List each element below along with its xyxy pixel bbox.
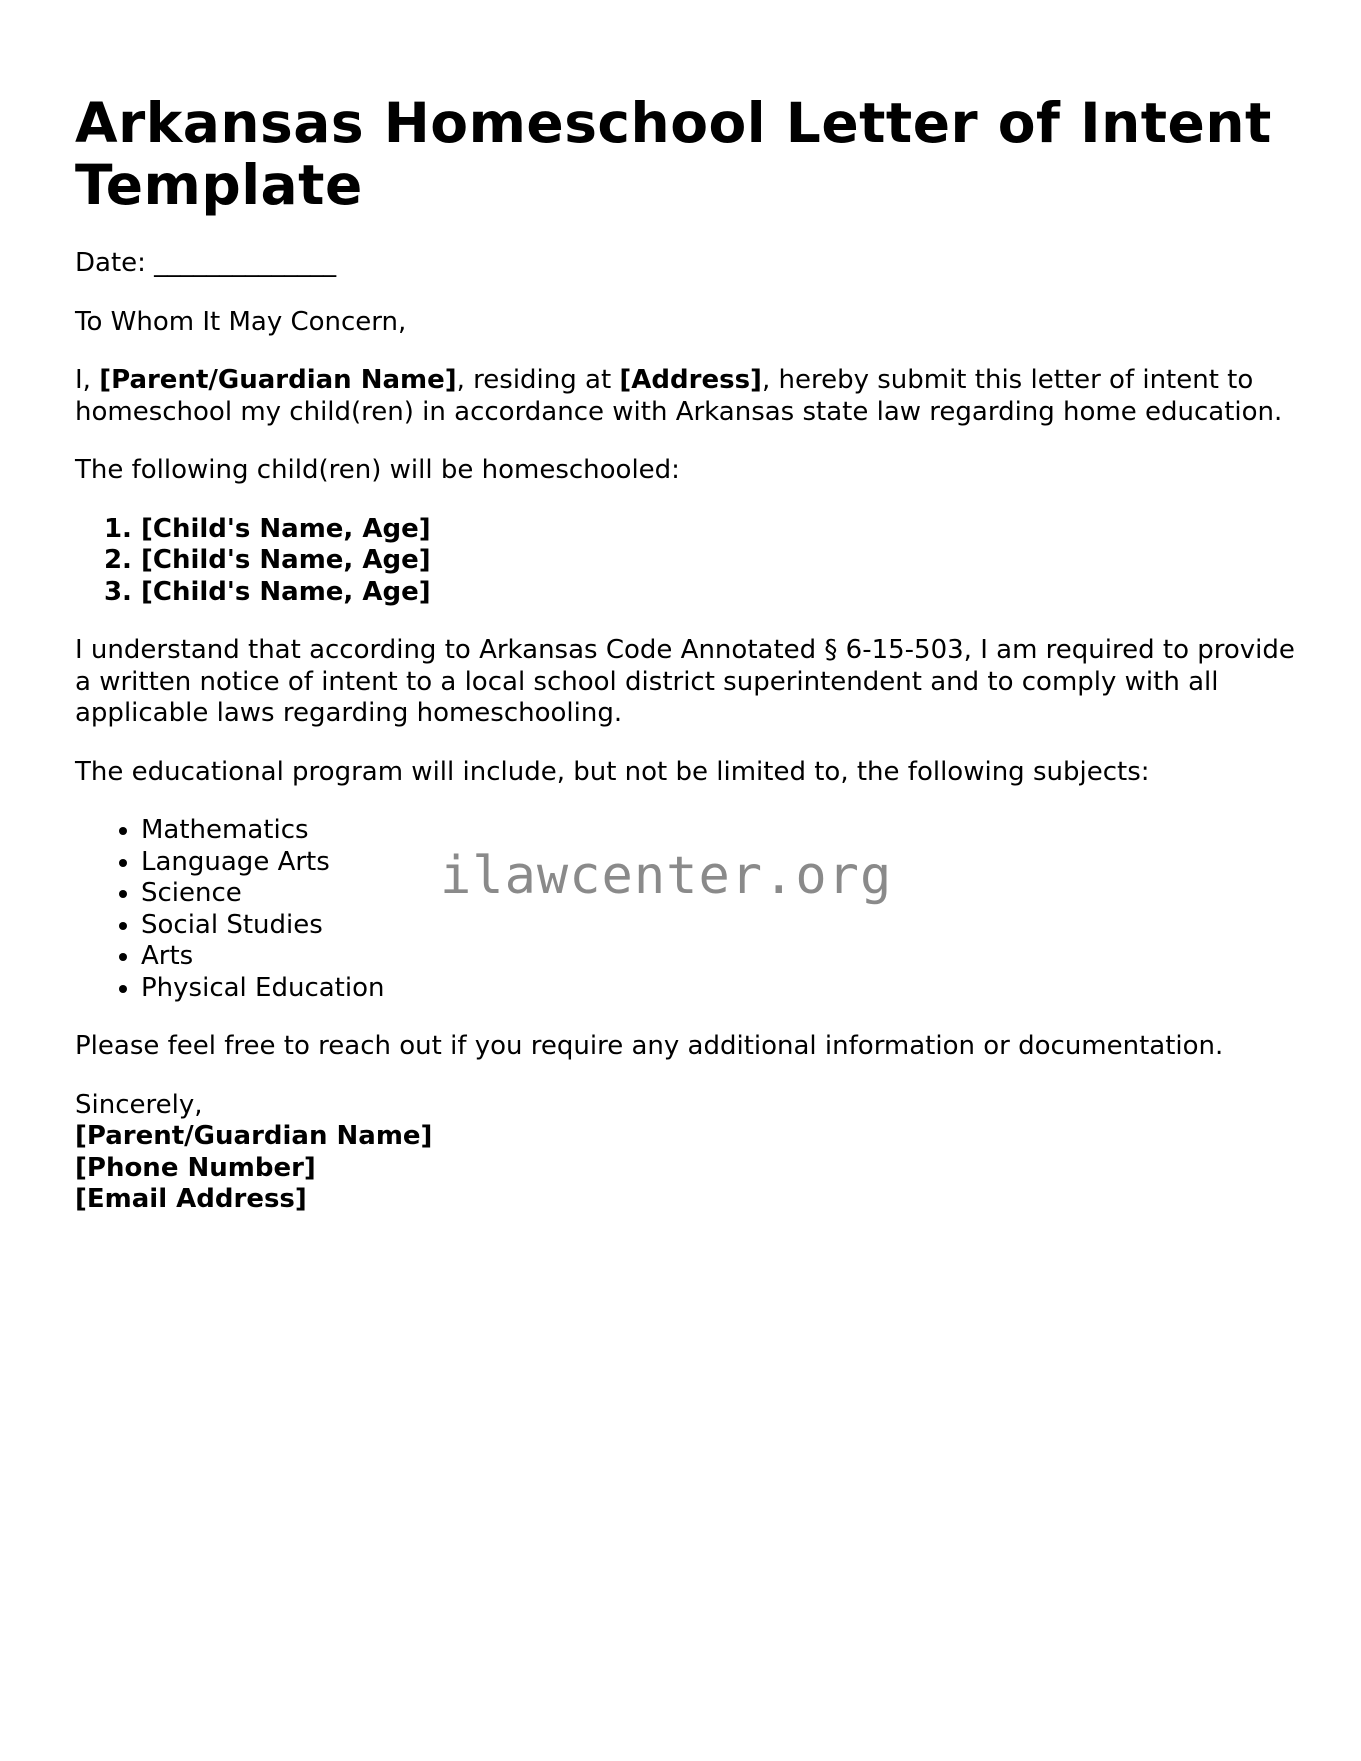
law-paragraph: I understand that according to Arkansas Code Annotated § 6-15-503, I am required to provide a written notice of intent to a local school district superintendent and to comply with all applicable laws regarding homeschooling.	[75, 635, 1295, 728]
program-intro: The educational program will include, but not be limited to, the following subjects:	[75, 756, 1150, 787]
intro-suffix: , hereby submit this letter of intent to homeschool my child(ren) in accordance with Arkansas state law regarding home education.	[75, 365, 1283, 427]
date-blank: ______________	[154, 248, 337, 278]
signature-block	[75, 1090, 1305, 1216]
subject-item: • Physical Education	[141, 973, 1305, 1005]
page-title: Arkansas Homeschool Letter of Intent Template	[75, 91, 1272, 217]
intro-prefix: I,	[75, 365, 100, 395]
letter-document	[75, 92, 1305, 1216]
date-line	[75, 248, 1305, 280]
children-list	[75, 514, 1305, 609]
greeting: To Whom It May Concern,	[75, 306, 407, 337]
subject-item: • Mathematics	[141, 815, 1305, 847]
signoff: Sincerely,	[75, 1089, 203, 1120]
children-intro: The following child(ren) will be homeschooled:	[75, 455, 680, 485]
child-item: 2. [Child's Name, Age]	[141, 545, 1305, 577]
signature-name: [Parent/Guardian Name]	[75, 1121, 433, 1151]
subject-item: • Social Studies	[141, 910, 1305, 942]
date-label: Date:	[75, 248, 146, 278]
closing-paragraph: Please feel free to reach out if you require any additional information or documentation.	[75, 1031, 1224, 1061]
watermark: ilawcenter.org	[440, 846, 893, 906]
child-item: 3. [Child's Name, Age]	[141, 577, 1305, 609]
subject-item: • Science	[141, 878, 1305, 910]
intro-parent-name: [Parent/Guardian Name]	[99, 365, 457, 395]
subject-item: • Arts	[141, 941, 1305, 973]
intro-address: [Address]	[619, 365, 762, 395]
subjects-list	[75, 815, 1305, 1004]
intro-paragraph	[75, 365, 1305, 428]
subject-item: • Language Arts	[141, 847, 1305, 879]
signature-phone: [Phone Number]	[75, 1152, 316, 1183]
intro-middle: , residing at	[456, 365, 620, 395]
child-item: 1. [Child's Name, Age]	[141, 514, 1305, 546]
signature-email: [Email Address]	[75, 1184, 307, 1214]
